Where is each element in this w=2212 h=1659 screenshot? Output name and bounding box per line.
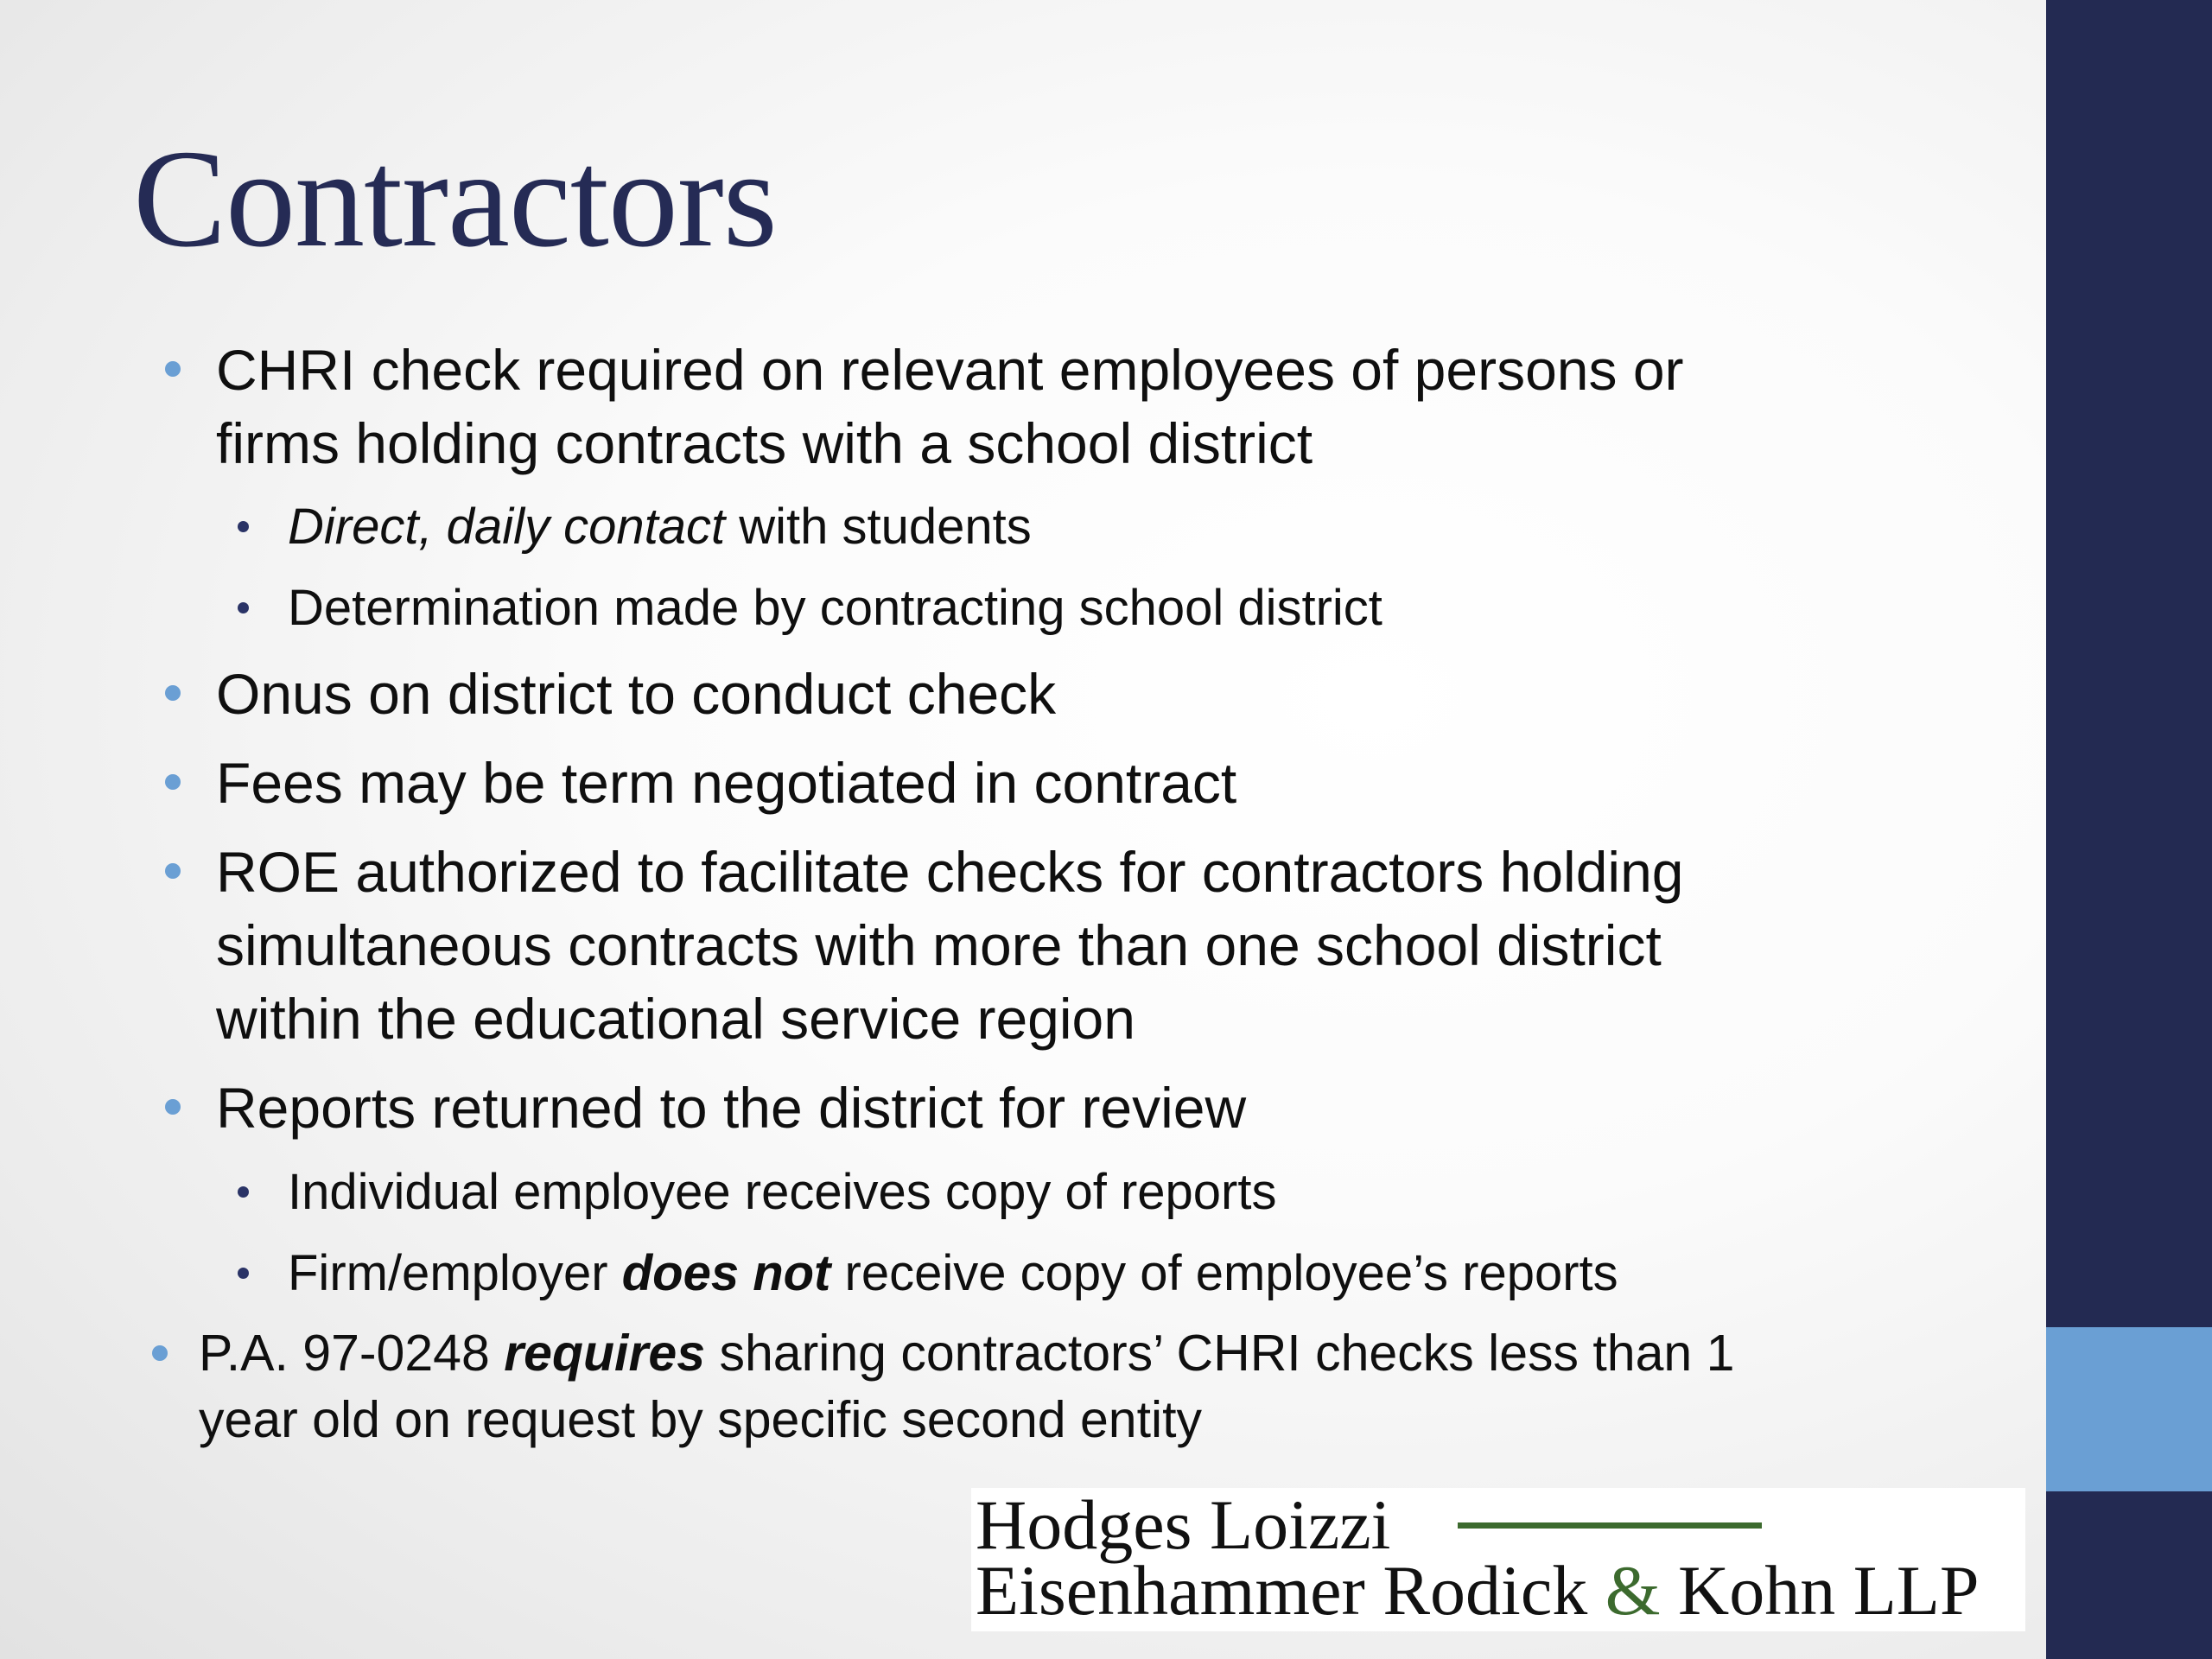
bullet-dot-icon [165, 685, 181, 701]
bullet-item: Onus on district to conduct check [216, 662, 1057, 726]
bullet-dot-icon [165, 863, 181, 879]
bullet-dot-icon [165, 1099, 181, 1115]
sub-bullet-item: Determination made by contracting school district [288, 580, 1382, 636]
logo-ampersand: & [1605, 1551, 1661, 1630]
sub-bullet-item: Individual employee receives copy of reports [288, 1164, 1277, 1220]
emphasis-text: Direct, daily contact [288, 499, 726, 555]
sub-bullet-dot-icon [238, 602, 249, 613]
bullet-item [199, 1319, 1734, 1387]
bullet-dot-icon [165, 774, 181, 790]
right-sidebar-accent [2046, 1327, 2212, 1491]
sub-bullet-text: receive copy of employee’s reports [830, 1245, 1618, 1301]
logo-line-2 [976, 1551, 1980, 1630]
bullet-dot-icon [165, 361, 181, 377]
sub-bullet-dot-icon [238, 1268, 249, 1279]
logo-text: Kohn LLP [1660, 1551, 1980, 1630]
sub-bullet-item [288, 1233, 1618, 1314]
logo-text: Eisenhammer Rodick [976, 1551, 1605, 1630]
slide-title: Contractors [133, 122, 777, 276]
bullet-item: ROE authorized to facilitate checks for contractors holding [216, 840, 1684, 904]
logo-rule [1458, 1522, 1762, 1529]
bullet-item-continuation: year old on request by specific second entity [199, 1391, 1202, 1448]
bullet-item: CHRI check required on relevant employees of persons or [216, 338, 1684, 402]
sub-bullet-text: with students [725, 499, 1032, 555]
bullet-item: Fees may be term negotiated in contract [216, 751, 1237, 815]
bullet-text: P.A. 97-0248 [199, 1325, 505, 1382]
sub-bullet-dot-icon [238, 521, 249, 532]
emphasis-text: does not [621, 1245, 831, 1301]
sub-bullet-dot-icon [238, 1186, 249, 1198]
bullet-text: sharing contractors’ CHRI checks less than 1 [705, 1325, 1735, 1382]
bullet-dot-icon [152, 1345, 168, 1361]
emphasis-text: requires [504, 1325, 706, 1382]
bullet-item: Reports returned to the district for review [216, 1076, 1247, 1140]
logo-line-1: Hodges Loizzi [976, 1485, 1391, 1564]
firm-logo [971, 1485, 2025, 1631]
sub-bullet-text: Firm/employer [288, 1245, 622, 1301]
bullet-item-continuation: simultaneous contracts with more than one school district [216, 913, 1662, 977]
bullet-item-continuation: firms holding contracts with a school district [216, 411, 1313, 475]
bullet-item-continuation: within the educational service region [216, 987, 1135, 1051]
sub-bullet-item [288, 486, 1032, 568]
